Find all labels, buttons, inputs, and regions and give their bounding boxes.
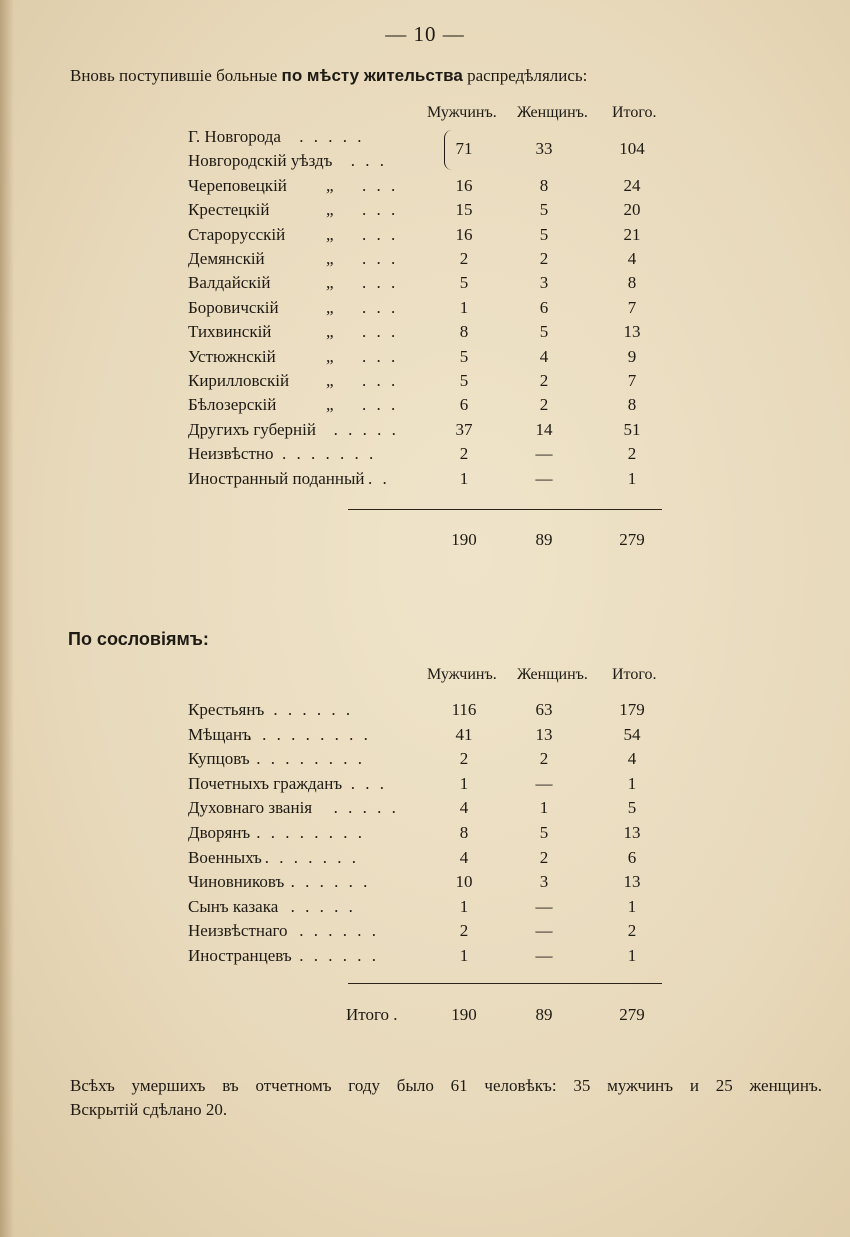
cell-total: 24: [623, 175, 641, 195]
footer-deaths: Всѣхъ умершихъ въ отчетномъ году было 61 человѣкъ: 35 мужчинъ и 25 женщинъ.: [70, 1076, 822, 1095]
estates-heading: По сословіямъ:: [68, 629, 209, 649]
table-row: [0, 897, 850, 921]
table-row: [0, 273, 850, 297]
cell-total: 1: [627, 896, 637, 916]
cell-men: 16: [455, 175, 473, 195]
row-label: Г. Новгорода: [188, 127, 281, 146]
table-row: [0, 127, 850, 151]
leader-dots: . . .: [362, 322, 399, 342]
estates-total-dots: .: [393, 1005, 398, 1024]
cell-women: 33: [535, 139, 553, 159]
row-label: Устюжнскій: [188, 346, 276, 366]
table-row: [0, 249, 850, 273]
row-label: Череповецкій: [188, 175, 287, 195]
cell-women: 4: [539, 346, 549, 366]
table-row: [0, 872, 850, 896]
leader-dots: . . . . .: [333, 419, 399, 439]
row-label: Неизвѣстно: [188, 444, 274, 464]
ditto-mark: „: [326, 200, 337, 220]
cell-total: 8: [627, 395, 637, 415]
page-number: — 10 —: [385, 22, 465, 46]
table-row: [0, 200, 850, 224]
leader-dots: . . .: [362, 371, 399, 390]
cell-men: 5: [459, 371, 469, 390]
cell-men: 5: [459, 273, 469, 293]
cell-men: 37: [455, 419, 473, 439]
table-row: [0, 420, 850, 444]
table-row: [0, 371, 850, 395]
ditto-mark: „: [326, 371, 337, 390]
table-row: [0, 176, 850, 200]
cell-men: 16: [455, 224, 473, 244]
cell-men: 15: [455, 200, 473, 220]
footer-autopsies: Вскрытій сдѣлано 20.: [70, 1100, 228, 1119]
table-row: [0, 921, 850, 945]
table-row: [0, 798, 850, 822]
intro-pre: Вновь поступившіе больные: [70, 66, 278, 85]
residence-total-women: 89: [535, 530, 553, 549]
cell-total: 21: [623, 224, 641, 244]
cell-total: 179: [619, 700, 645, 719]
table-row: [0, 469, 850, 493]
row-label: Тихвинскій: [188, 322, 272, 342]
cell-total: 13: [623, 823, 641, 842]
header-total: Итого.: [612, 666, 657, 683]
cell-total: 1: [627, 468, 637, 488]
leader-dots: . . . . .: [290, 896, 356, 916]
row-label: Крестьянъ: [188, 700, 265, 719]
cell-total: 8: [627, 273, 637, 293]
ditto-mark: „: [326, 322, 337, 342]
cell-total: 54: [623, 724, 641, 744]
cell-men: 6: [459, 395, 469, 415]
row-label: Дворянъ: [188, 823, 251, 842]
leader-dots: . . . . . .: [299, 946, 379, 965]
row-label: Бѣлозерскій: [188, 395, 277, 415]
cell-men: 41: [455, 724, 473, 744]
residence-total-rule: [348, 509, 662, 510]
estates-header: [0, 666, 850, 686]
cell-total: 5: [627, 798, 637, 818]
cell-women: 3: [539, 872, 549, 892]
ditto-mark: „: [326, 224, 337, 244]
cell-total: 13: [623, 872, 641, 892]
leader-dots: . . .: [362, 297, 399, 317]
table-row: [0, 395, 850, 419]
ditto-mark: „: [326, 273, 337, 293]
cell-women: 3: [539, 273, 549, 293]
row-label: Демянскій: [188, 249, 265, 268]
estates-total-label: [346, 1005, 398, 1025]
header-men: Мужчинъ.: [427, 666, 497, 683]
cell-men: 2: [459, 749, 469, 769]
cell-men: 1: [459, 468, 469, 488]
table-row: [0, 848, 850, 872]
header-men: Мужчинъ.: [427, 104, 497, 121]
row-label: Боровичскій: [188, 297, 279, 317]
residence-header: [0, 104, 850, 124]
leader-dots: . . .: [350, 151, 388, 171]
leader-dots: . . .: [362, 224, 399, 244]
cell-total: 104: [619, 139, 645, 159]
cell-total: 13: [623, 322, 641, 342]
table-row: [0, 774, 850, 798]
cell-women: —: [535, 896, 553, 916]
cell-men: 116: [451, 700, 477, 719]
intro-bold: по мѣсту жительства: [281, 66, 463, 85]
cell-men: 8: [459, 322, 469, 342]
cell-total: 9: [627, 346, 637, 366]
row-label: Мѣщанъ: [188, 724, 251, 744]
leader-dots: . . . . .: [333, 798, 399, 818]
leader-dots: . .: [368, 468, 390, 488]
cell-men: 8: [459, 823, 469, 842]
cell-men: 1: [459, 297, 469, 317]
table-row: [0, 946, 850, 970]
cell-men: 5: [459, 346, 469, 366]
cell-women: 5: [539, 224, 549, 244]
cell-total: 1: [627, 773, 637, 793]
cell-women: 5: [539, 322, 549, 342]
cell-women: 1: [539, 798, 549, 818]
leader-dots: . . . . . .: [290, 872, 371, 892]
row-label: Иностранный поданный: [188, 468, 365, 488]
cell-women: 2: [539, 749, 549, 769]
cell-women: 2: [539, 847, 549, 867]
estates-total-men: 190: [451, 1005, 477, 1024]
row-label: Сынъ казака: [188, 896, 279, 916]
estates-total-label-text: Итого: [346, 1005, 390, 1024]
row-label: Военныхъ: [188, 847, 262, 867]
cell-men: 1: [459, 896, 469, 916]
cell-women: 63: [535, 700, 553, 719]
leader-dots: . . .: [362, 273, 399, 293]
table-row: [0, 725, 850, 749]
cell-total: 1: [627, 946, 637, 965]
row-label: Другихъ губерній: [188, 419, 316, 439]
cell-total: 4: [627, 749, 637, 769]
ditto-mark: „: [326, 297, 337, 317]
cell-total: 4: [627, 249, 637, 268]
cell-men: 71: [455, 139, 473, 159]
cell-women: 2: [539, 249, 549, 268]
residence-total-total: 279: [619, 530, 645, 549]
cell-women: 5: [539, 200, 549, 220]
residence-total-row: [0, 530, 850, 554]
cell-men: 2: [459, 444, 469, 464]
estates-total-rule: [348, 983, 662, 984]
row-label: Иностранцевъ: [188, 946, 292, 965]
cell-women: 2: [539, 395, 549, 415]
cell-men: 4: [459, 847, 469, 867]
leader-dots: . . . . . . . . .: [247, 724, 371, 744]
cell-women: —: [535, 773, 553, 793]
estates-total-row: [0, 1005, 850, 1029]
leader-dots: . . . . . . .: [282, 444, 377, 464]
cell-men: 10: [455, 872, 473, 892]
leader-dots: . . .: [350, 773, 388, 793]
cell-total: 51: [623, 419, 641, 439]
cell-men: 1: [459, 773, 469, 793]
header-women: Женщинъ.: [517, 666, 588, 683]
intro-line: [70, 66, 587, 86]
cell-total: 6: [627, 847, 637, 867]
leader-dots: . . . . . . . .: [256, 749, 365, 769]
ditto-mark: „: [326, 346, 337, 366]
cell-women: 6: [539, 297, 549, 317]
row-label: Почетныхъ гражданъ: [188, 773, 343, 793]
cell-total: 20: [623, 200, 641, 220]
cell-men: 2: [459, 921, 469, 941]
cell-women: —: [535, 921, 553, 941]
row-label: Старорусскій: [188, 224, 286, 244]
cell-total: 2: [627, 444, 637, 464]
residence-total-men: 190: [451, 530, 477, 549]
row-label: Кирилловскій: [188, 371, 290, 390]
cell-total: 7: [627, 371, 637, 390]
cell-women: 5: [539, 823, 549, 842]
row-label: Духовнаго званія: [188, 798, 313, 818]
ditto-mark: „: [326, 249, 337, 268]
leader-dots: . . . . .: [299, 127, 365, 146]
leader-dots: . . . . . .: [299, 921, 379, 941]
cell-men: 4: [459, 798, 469, 818]
estates-total-total: 279: [619, 1005, 645, 1024]
leader-dots: . . .: [362, 346, 399, 366]
cell-women: 14: [535, 419, 553, 439]
header-women: Женщинъ.: [517, 104, 588, 121]
ditto-mark: „: [326, 175, 337, 195]
table-row: [0, 444, 850, 468]
leader-dots: . . .: [362, 175, 399, 195]
table-row: [0, 139, 850, 175]
cell-men: 2: [459, 249, 469, 268]
table-row: [0, 700, 850, 724]
row-label: Крестецкій: [188, 200, 270, 220]
cell-women: 2: [539, 371, 549, 390]
table-row: [0, 225, 850, 249]
cell-women: 13: [535, 724, 553, 744]
leader-dots: . . .: [362, 200, 399, 220]
row-label: Купцовъ: [188, 749, 250, 769]
row-label: Новгородскій уѣздъ: [188, 151, 333, 171]
row-label: Валдайскій: [188, 273, 271, 293]
table-row: [0, 298, 850, 322]
header-total: Итого.: [612, 104, 657, 121]
leader-dots: . . .: [362, 249, 399, 268]
row-label: Неизвѣстнаго: [188, 921, 288, 941]
cell-men: 1: [459, 946, 469, 965]
table-row: [0, 823, 850, 847]
intro-post: распредѣлялись:: [467, 66, 588, 85]
leader-dots: . . . . . . . .: [256, 823, 365, 842]
table-row: [0, 749, 850, 773]
cell-women: —: [535, 444, 553, 464]
cell-total: 2: [627, 921, 637, 941]
cell-women: —: [535, 946, 553, 965]
cell-total: 7: [627, 297, 637, 317]
cell-women: —: [535, 468, 553, 488]
leader-dots: . . . . . . .: [264, 847, 360, 867]
table-row: [0, 347, 850, 371]
table-row: [0, 322, 850, 346]
row-label: Чиновниковъ: [188, 872, 285, 892]
leader-dots: . . . . . .: [273, 700, 354, 719]
estates-total-women: 89: [535, 1005, 553, 1024]
ditto-mark: „: [326, 395, 337, 415]
leader-dots: . . .: [362, 395, 399, 415]
cell-women: 8: [539, 175, 549, 195]
